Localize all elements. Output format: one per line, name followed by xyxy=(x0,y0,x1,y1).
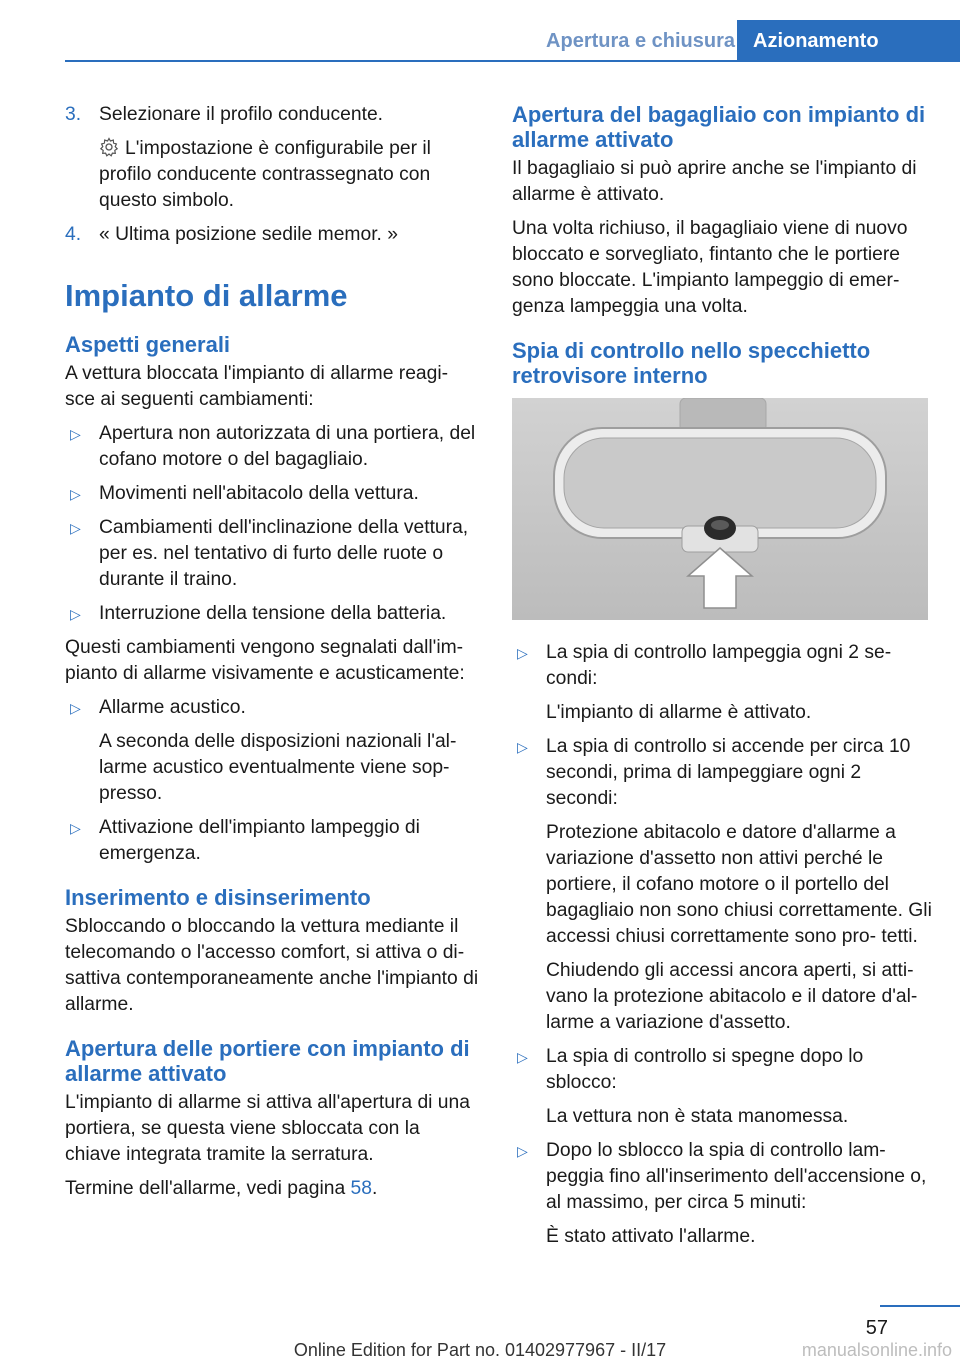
triangle-right-icon: ▷ xyxy=(517,1143,528,1159)
list-item-text: Apertura non autorizzata di una portiera, del cofano motore o del bagagliaio. xyxy=(99,423,476,470)
list-item xyxy=(65,815,480,867)
list-item-note: Chiudendo gli accessi ancora aperti, si atti- vano la protezione abitacolo e il datore d'al- larme a variazione d'assetto. xyxy=(546,960,918,1033)
list-item xyxy=(65,695,480,721)
triangle-right-icon: ▷ xyxy=(517,739,528,755)
triangle-right-icon: ▷ xyxy=(70,820,81,836)
header-section-title: Apertura e chiusura xyxy=(546,30,735,52)
page-link[interactable]: 58 xyxy=(350,1178,372,1199)
triangle-right-icon: ▷ xyxy=(70,486,81,502)
gear-icon xyxy=(99,137,119,157)
step-4 xyxy=(65,222,480,248)
signal-text: Questi cambiamenti vengono segnalati dall'im- pianto di allarme visivamente e acusticamente: xyxy=(65,637,465,684)
list-item xyxy=(512,640,932,692)
list-item-text: Allarme acustico. xyxy=(99,697,246,718)
list-item-note: L'impianto di allarme è attivato. xyxy=(546,702,812,723)
triangle-right-icon: ▷ xyxy=(70,606,81,622)
general-intro: A vettura bloccata l'impianto di allarme reagi- sce ai seguenti cambiamenti: xyxy=(65,363,449,410)
list-item-note: A seconda delle disposizioni nazionali l'al- larme acustico eventualmente viene sop- presso. xyxy=(99,731,457,804)
rearview-mirror-illustration xyxy=(512,398,928,620)
list-item xyxy=(65,515,480,593)
insert-text: Sbloccando o bloccando la vettura mediante il telecomando o l'accesso comfort, si attiva o di- sattiva contemporaneamente anche l'impianto di allarme. xyxy=(65,916,479,1015)
triangle-right-icon: ▷ xyxy=(517,645,528,661)
list-item xyxy=(512,1138,932,1216)
step-text: Selezionare il profilo conducente. xyxy=(99,104,384,125)
list-item xyxy=(65,421,480,473)
alarm-end-label: Termine dell'allarme, vedi pagina xyxy=(65,1178,351,1199)
triangle-right-icon: ▷ xyxy=(70,700,81,716)
step-3 xyxy=(65,102,480,128)
triangle-right-icon: ▷ xyxy=(70,520,81,536)
trunk-text-2: Una volta richiuso, il bagagliaio viene di nuovo bloccato e sorvegliato, fintanto che le portiere sono bloccate. L'impianto lampeggio di emer- genza lampeggia una volta. xyxy=(512,218,908,317)
subheading-trunk: Apertura del bagagliaio con impianto di allarme attivato xyxy=(512,102,926,152)
list-item xyxy=(65,601,480,627)
step-number: 4. xyxy=(65,224,82,245)
alarm-end-dot: . xyxy=(372,1178,378,1199)
list-item-text: Dopo lo sblocco la spia di controllo lam- peggia fino all'inserimento dell'accensione o, al massimo, per circa 5 minuti: xyxy=(546,1140,927,1213)
page-number: 57 xyxy=(865,1317,888,1339)
list-item-text: Attivazione dell'impianto lampeggio di emergenza. xyxy=(99,817,420,864)
header-chapter-tab: Azionamento xyxy=(737,20,960,62)
step-text: « Ultima posizione sedile memor. » xyxy=(99,224,398,245)
subheading-general: Aspetti generali xyxy=(65,332,231,357)
subheading-insert: Inserimento e disinserimento xyxy=(65,885,371,910)
list-item-text: Cambiamenti dell'inclinazione della vettura, per es. nel tentativo di furto delle ruote o durante il traino. xyxy=(99,517,469,590)
step-3-note xyxy=(65,136,480,214)
doors-text: L'impianto di allarme si attiva all'apertura di una portiera, se questa viene sbloccata con la chiave integrata tramite la serratura. xyxy=(65,1092,470,1165)
list-item xyxy=(65,481,480,507)
note-text: L'impostazione è configurabile per il profilo conducente contrassegnato con questo simbolo. xyxy=(99,138,431,211)
list-item-text: Interruzione della tensione della batteria. xyxy=(99,603,447,624)
right-column xyxy=(512,102,932,1258)
list-item-note: È stato attivato l'allarme. xyxy=(546,1226,756,1247)
list-item xyxy=(512,1044,932,1096)
triangle-right-icon: ▷ xyxy=(517,1049,528,1065)
list-item-text: La spia di controllo si accende per circa 10 secondi, prima di lampeggiare ogni 2 secondi: xyxy=(546,736,911,809)
footer-rule xyxy=(880,1305,960,1307)
subheading-doors: Apertura delle portiere con impianto di allarme attivato xyxy=(65,1036,470,1086)
left-column xyxy=(65,102,480,1210)
subheading-indicator: Spia di controllo nello specchietto retrovisore interno xyxy=(512,338,871,388)
list-item-text: Movimenti nell'abitacolo della vettura. xyxy=(99,483,419,504)
section-heading: Impianto di allarme xyxy=(65,278,348,313)
edition-footer: Online Edition for Part no. 01402977967 - II/17 xyxy=(293,1340,667,1360)
watermark: manualsonline.info xyxy=(801,1340,952,1360)
list-item xyxy=(512,734,932,812)
step-number: 3. xyxy=(65,104,82,125)
list-item-text: La spia di controllo si spegne dopo lo sblocco: xyxy=(546,1046,864,1093)
list-item-note: Protezione abitacolo e datore d'allarme a variazione d'assetto non attivi perché le portiere, il cofano motore o il portello del bagagliaio non sono chiusi correttamente. Gli accessi chiusi correttamente sono pro- tetti. xyxy=(546,822,932,947)
trunk-text-1: Il bagagliaio si può aprire anche se l'impianto di allarme è attivato. xyxy=(512,158,917,205)
alarm-end-text xyxy=(65,1176,480,1202)
list-item-text: La spia di controllo lampeggia ogni 2 se- condi: xyxy=(546,642,892,689)
triangle-right-icon: ▷ xyxy=(70,426,81,442)
list-item-note: La vettura non è stata manomessa. xyxy=(546,1106,849,1127)
